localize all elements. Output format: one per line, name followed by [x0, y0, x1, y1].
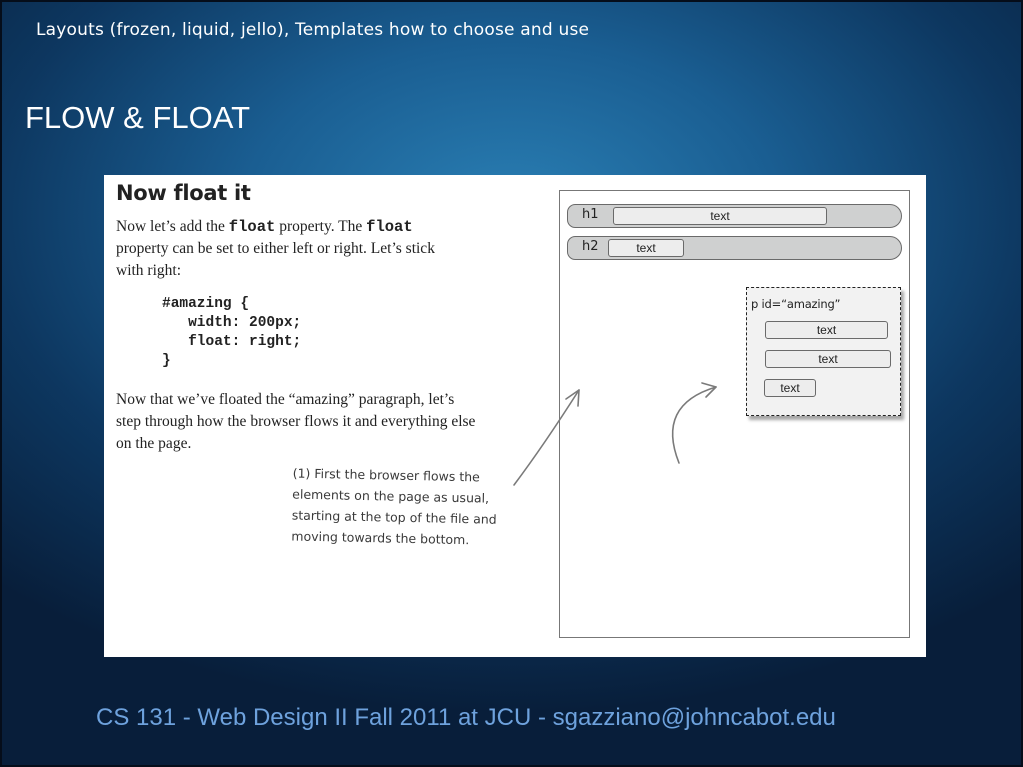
float-text-pill-1: text — [765, 321, 888, 339]
h2-label: h2 — [582, 239, 599, 254]
h1-label: h1 — [582, 207, 599, 222]
h2-text-pill: text — [608, 239, 684, 257]
float-box-label: p id=“amazing” — [751, 297, 841, 311]
intro-text-1: Now let’s add the — [116, 218, 229, 235]
annotation-arrows — [104, 175, 926, 657]
intro-code-2: float — [366, 218, 413, 236]
slide-title: FLOW & FLOAT — [25, 100, 251, 135]
figure-heading: Now float it — [116, 181, 251, 205]
figure-image — [104, 175, 926, 657]
arrow-2 — [673, 387, 716, 463]
intro-text-3: property can be set to either left or right. Let’s stick with right: — [116, 240, 435, 279]
annotation-note-1: (1) First the browser flows the elements on the page as usual, starting at the top of the file and moving towards the bottom. — [291, 465, 497, 548]
intro-text-2: property. The — [275, 218, 367, 235]
slide-footer: CS 131 - Web Design II Fall 2011 at JCU - sgazziano@johncabot.edu — [96, 704, 836, 731]
h1-text-pill: text — [613, 207, 827, 225]
css-code-block: #amazing { width: 200px; float: right; } — [162, 296, 302, 369]
intro-code-1: float — [228, 218, 276, 236]
slide-subtitle: Layouts (frozen, liquid, jello), Templates how to choose and use — [36, 20, 590, 40]
float-text-pill-2: text — [765, 350, 891, 368]
float-text-pill-3: text — [764, 379, 816, 397]
figure-paragraph-2: Now that we’ve floated the “amazing” paragraph, let’s step through how the browser flows it and everything else on the page. — [116, 391, 476, 452]
arrow-1 — [514, 390, 579, 485]
